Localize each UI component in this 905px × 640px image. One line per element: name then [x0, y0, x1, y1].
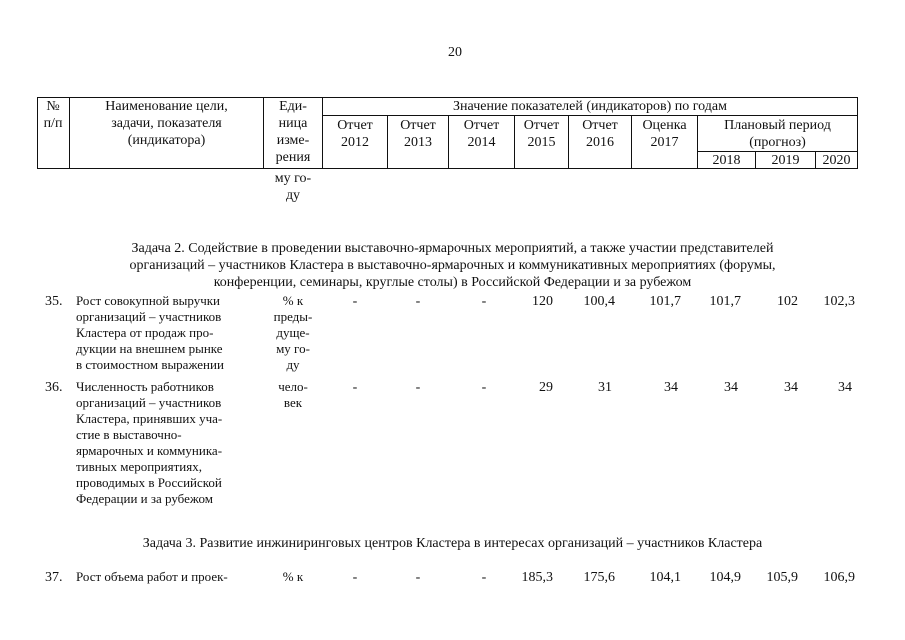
value-2019: 102 — [777, 294, 798, 309]
task-2-heading: Задача 2. Содействие в проведении выставочно-ярмарочных мероприятий, а также участии представителей организаций – участников Кластера в выставочно-ярмарочных и коммуникативных мероприятиях (форумы, конференции, семинары, круглые столы) в Российской Федерации и за рубежом — [129, 241, 776, 290]
row-unit: % к — [282, 569, 304, 584]
header-num: № п/п — [43, 99, 63, 131]
value-2018: 104,9 — [709, 570, 741, 585]
header-name: Наименование цели, задачи, показателя (индикатора) — [105, 99, 228, 148]
value-2015: 29 — [539, 380, 553, 395]
carry-over-unit: му го- ду — [274, 171, 312, 203]
header-plan-title: Плановый период (прогноз) — [724, 118, 831, 150]
value-2014: - — [481, 294, 487, 309]
value-2017: 101,7 — [649, 294, 681, 309]
value-2020: 106,9 — [823, 570, 855, 585]
header-year-2014: Отчет 2014 — [463, 118, 500, 150]
header-year-2016: Отчет 2016 — [582, 118, 618, 150]
value-2017: 34 — [664, 380, 678, 395]
row-number: 35. — [45, 294, 63, 309]
header-year-2015: Отчет 2015 — [523, 118, 560, 150]
value-2016: 175,6 — [583, 570, 615, 585]
value-2018: 101,7 — [709, 294, 741, 309]
value-2018: 34 — [724, 380, 738, 395]
value-2019: 105,9 — [766, 570, 798, 585]
row-unit: % к преды- дуще- му го- ду — [273, 293, 313, 372]
header-plan-year-2019: 2019 — [771, 153, 800, 168]
header-plan-year-2018: 2018 — [712, 153, 741, 168]
header-year-2013: Отчет 2013 — [400, 118, 436, 150]
value-2016: 100,4 — [583, 294, 615, 309]
row-unit: чело- век — [278, 379, 308, 410]
value-2012: - — [352, 294, 358, 309]
value-2013: - — [415, 380, 421, 395]
value-2013: - — [415, 294, 421, 309]
row-number: 36. — [45, 380, 63, 395]
value-2016: 31 — [598, 380, 612, 395]
header-unit: Еди- ница изме- рения — [275, 99, 311, 165]
header-year-2017: Оценка 2017 — [642, 118, 687, 150]
value-2015: 185,3 — [521, 570, 553, 585]
header-year-2012: Отчет 2012 — [337, 118, 373, 150]
value-2012: - — [352, 570, 358, 585]
value-2014: - — [481, 380, 487, 395]
page-number: 20 — [448, 45, 462, 60]
value-2017: 104,1 — [649, 570, 681, 585]
row-name: Численность работников организаций – участников Кластера, принявших уча- стие в выставочно- ярмарочных и коммуника- тивных мероприятиях, проводимых в Российской Федерации и за рубежом — [76, 379, 223, 506]
header-values-title: Значение показателей (индикаторов) по годам — [453, 99, 727, 114]
row-name: Рост объема работ и проек- — [76, 569, 228, 584]
task-3-heading: Задача 3. Развитие инжиниринговых центров Кластера в интересах организаций – участников Кластера — [142, 536, 763, 551]
row-name: Рост совокупной выручки организаций – участников Кластера от продаж про- дукции на внешнем рынке в стоимостном выражении — [76, 293, 224, 372]
value-2020: 102,3 — [823, 294, 855, 309]
value-2014: - — [481, 570, 487, 585]
value-2013: - — [415, 570, 421, 585]
value-2020: 34 — [838, 380, 852, 395]
value-2019: 34 — [784, 380, 798, 395]
row-number: 37. — [45, 570, 63, 585]
value-2012: - — [352, 380, 358, 395]
value-2015: 120 — [532, 294, 553, 309]
header-plan-year-2020: 2020 — [822, 153, 851, 168]
